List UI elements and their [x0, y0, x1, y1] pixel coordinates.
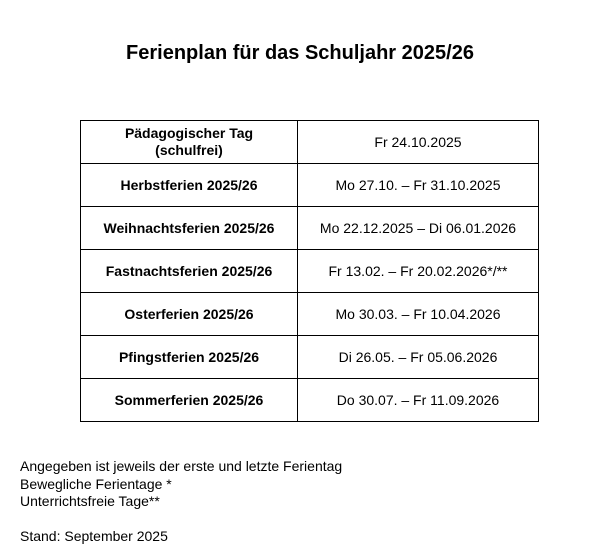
row-label-line: (schulfrei) [155, 142, 223, 158]
row-label [81, 121, 298, 164]
table-row [81, 379, 539, 422]
row-label: Herbstferien 2025/26 [81, 164, 298, 207]
row-value: Fr 13.02. – Fr 20.02.2026*/** [298, 250, 539, 293]
holiday-table [80, 120, 539, 422]
row-label: Osterferien 2025/26 [81, 293, 298, 336]
row-value: Di 26.05. – Fr 05.06.2026 [298, 336, 539, 379]
table-row [81, 293, 539, 336]
row-value: Do 30.07. – Fr 11.09.2026 [298, 379, 539, 422]
row-label: Pfingstferien 2025/26 [81, 336, 298, 379]
footnote-first-last-day: Angegeben ist jeweils der erste und letzte Ferientag [20, 458, 343, 474]
status-date: Stand: September 2025 [20, 528, 168, 544]
row-value: Mo 30.03. – Fr 10.04.2026 [298, 293, 539, 336]
row-label-line: Pädagogischer Tag [124, 125, 254, 141]
table-row [81, 121, 539, 164]
footnotes [20, 458, 342, 546]
row-label: Fastnachtsferien 2025/26 [81, 250, 298, 293]
row-value: Mo 22.12.2025 – Di 06.01.2026 [298, 207, 539, 250]
footnote-school-free-days: Unterrichtsfreie Tage** [20, 493, 160, 509]
row-value: Mo 27.10. – Fr 31.10.2025 [298, 164, 539, 207]
row-label: Sommerferien 2025/26 [81, 379, 298, 422]
footnote-movable-days: Bewegliche Ferientage * [20, 475, 172, 492]
row-value: Fr 24.10.2025 [298, 121, 539, 164]
table-row [81, 207, 539, 250]
spacer [20, 511, 342, 529]
table-row [81, 250, 539, 293]
row-label: Weihnachtsferien 2025/26 [81, 207, 298, 250]
table-row [81, 164, 539, 207]
table-row [81, 336, 539, 379]
page-title: Ferienplan für das Schuljahr 2025/26 [126, 42, 474, 64]
